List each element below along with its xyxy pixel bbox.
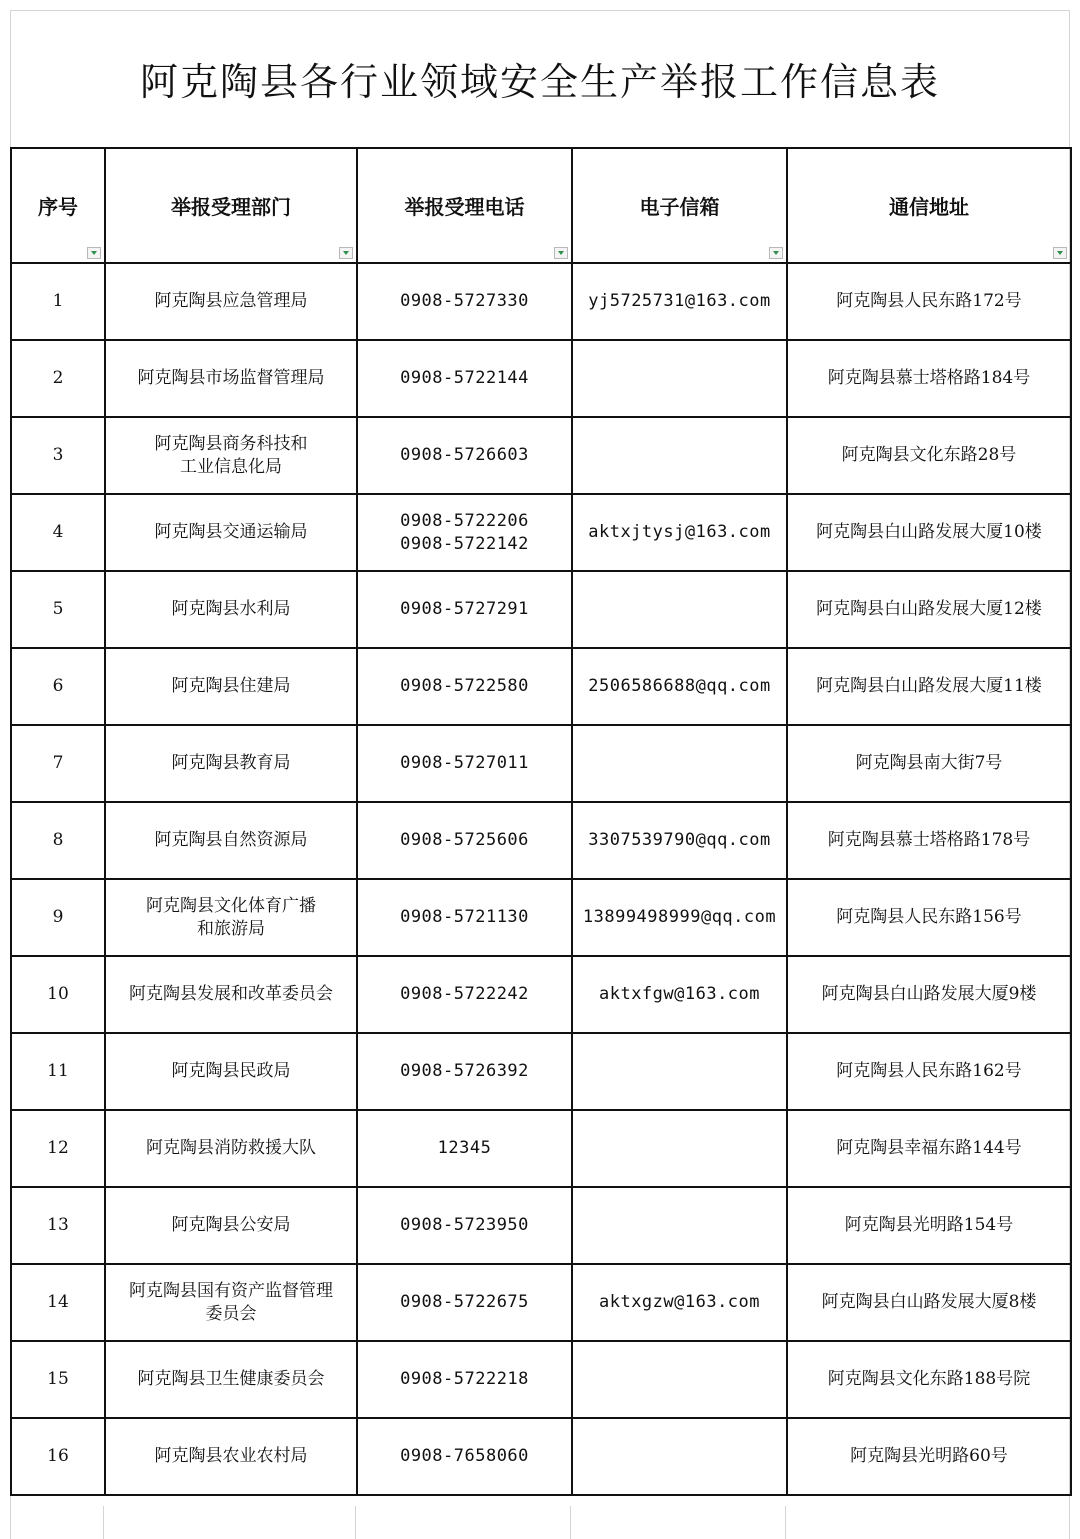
cell-email (572, 1033, 787, 1110)
cell-phone: 0908-5722675 (357, 1264, 572, 1341)
cell-no: 11 (11, 1033, 105, 1110)
cell-phone: 0908-5722580 (357, 648, 572, 725)
cell-dept: 阿克陶县应急管理局 (105, 263, 357, 340)
cell-address: 阿克陶县人民东路162号 (787, 1033, 1071, 1110)
cell-dept: 阿克陶县商务科技和 工业信息化局 (105, 417, 357, 494)
cell-no: 14 (11, 1264, 105, 1341)
header-label: 举报受理电话 (404, 195, 525, 219)
cell-email (572, 1187, 787, 1264)
cell-address: 阿克陶县光明路154号 (787, 1187, 1071, 1264)
cell-no: 6 (11, 648, 105, 725)
cell-no: 2 (11, 340, 105, 417)
table-row (11, 725, 1071, 802)
header-cell-no (11, 148, 105, 263)
header-cell-email (572, 148, 787, 263)
empty-cell (104, 1506, 356, 1539)
cell-phone: 0908-5725606 (357, 802, 572, 879)
header-cell-dept (105, 148, 357, 263)
cell-no: 15 (11, 1341, 105, 1418)
cell-address: 阿克陶县白山路发展大厦8楼 (787, 1264, 1071, 1341)
cell-dept: 阿克陶县交通运输局 (105, 494, 357, 571)
cell-phone: 0908-5727011 (357, 725, 572, 802)
header-label: 序号 (38, 195, 78, 219)
table-row (11, 956, 1071, 1033)
cell-phone: 0908-5721130 (357, 879, 572, 956)
cell-email (572, 725, 787, 802)
header-label: 电子信箱 (639, 195, 720, 219)
cell-address: 阿克陶县白山路发展大厦12楼 (787, 571, 1071, 648)
cell-email: 13899498999@qq.com (572, 879, 787, 956)
cell-no: 4 (11, 494, 105, 571)
cell-dept: 阿克陶县自然资源局 (105, 802, 357, 879)
cell-phone: 0908-5727330 (357, 263, 572, 340)
cell-no: 3 (11, 417, 105, 494)
filter-dropdown-icon[interactable] (1053, 247, 1067, 259)
cell-phone: 0908-5726392 (357, 1033, 572, 1110)
cell-phone: 0908-5727291 (357, 571, 572, 648)
empty-cell (571, 1506, 786, 1539)
cell-dept: 阿克陶县公安局 (105, 1187, 357, 1264)
cell-phone: 0908-5723950 (357, 1187, 572, 1264)
table-row (11, 263, 1071, 340)
cell-address: 阿克陶县幸福东路144号 (787, 1110, 1071, 1187)
info-table (10, 147, 1072, 1496)
cell-dept: 阿克陶县市场监督管理局 (105, 340, 357, 417)
cell-phone: 0908-5722206 0908-5722142 (357, 494, 572, 571)
cell-address: 阿克陶县南大街7号 (787, 725, 1071, 802)
table-row (11, 1341, 1071, 1418)
table-row (11, 1110, 1071, 1187)
cell-address: 阿克陶县文化东路28号 (787, 417, 1071, 494)
cell-email (572, 1418, 787, 1495)
header-label: 通信地址 (889, 195, 969, 219)
cell-phone: 0908-5722242 (357, 956, 572, 1033)
cell-address: 阿克陶县慕士塔格路178号 (787, 802, 1071, 879)
cell-email (572, 1341, 787, 1418)
cell-address: 阿克陶县白山路发展大厦11楼 (787, 648, 1071, 725)
cell-phone: 0908-5722218 (357, 1341, 572, 1418)
cell-dept: 阿克陶县发展和改革委员会 (105, 956, 357, 1033)
empty-cell (10, 1506, 104, 1539)
cell-dept: 阿克陶县消防救援大队 (105, 1110, 357, 1187)
cell-email: yj5725731@163.com (572, 263, 787, 340)
cell-no: 12 (11, 1110, 105, 1187)
cell-email (572, 1110, 787, 1187)
table-row (11, 879, 1071, 956)
table-row (11, 494, 1071, 571)
cell-address: 阿克陶县光明路60号 (787, 1418, 1071, 1495)
cell-dept: 阿克陶县教育局 (105, 725, 357, 802)
filter-dropdown-icon[interactable] (339, 247, 353, 259)
cell-address: 阿克陶县慕士塔格路184号 (787, 340, 1071, 417)
table-row (11, 1264, 1071, 1341)
header-cell-phone (357, 148, 572, 263)
table-row (11, 340, 1071, 417)
cell-dept: 阿克陶县农业农村局 (105, 1418, 357, 1495)
table-row (11, 417, 1071, 494)
cell-no: 8 (11, 802, 105, 879)
cell-email: aktxjtysj@163.com (572, 494, 787, 571)
cell-email (572, 340, 787, 417)
cell-email (572, 571, 787, 648)
header-cell-address (787, 148, 1071, 263)
cell-email: aktxfgw@163.com (572, 956, 787, 1033)
cell-no: 16 (11, 1418, 105, 1495)
cell-no: 7 (11, 725, 105, 802)
cell-email: 2506586688@qq.com (572, 648, 787, 725)
cell-phone: 0908-5726603 (357, 417, 572, 494)
cell-no: 13 (11, 1187, 105, 1264)
empty-cell (356, 1506, 571, 1539)
table-row (11, 1418, 1071, 1495)
empty-sheet-row (10, 1506, 1070, 1539)
empty-cell (786, 1506, 1070, 1539)
table-row (11, 571, 1071, 648)
cell-no: 1 (11, 263, 105, 340)
table-row (11, 1187, 1071, 1264)
table-row (11, 1033, 1071, 1110)
cell-address: 阿克陶县人民东路156号 (787, 879, 1071, 956)
cell-dept: 阿克陶县水利局 (105, 571, 357, 648)
filter-dropdown-icon[interactable] (769, 247, 783, 259)
cell-no: 5 (11, 571, 105, 648)
header-label: 举报受理部门 (171, 195, 291, 219)
cell-address: 阿克陶县文化东路188号院 (787, 1341, 1071, 1418)
header-row (11, 148, 1071, 263)
cell-dept: 阿克陶县国有资产监督管理 委员会 (105, 1264, 357, 1341)
cell-dept: 阿克陶县民政局 (105, 1033, 357, 1110)
cell-dept: 阿克陶县文化体育广播 和旅游局 (105, 879, 357, 956)
cell-no: 9 (11, 879, 105, 956)
cell-no: 10 (11, 956, 105, 1033)
filter-dropdown-icon[interactable] (87, 247, 101, 259)
cell-phone: 0908-5722144 (357, 340, 572, 417)
cell-phone: 0908-7658060 (357, 1418, 572, 1495)
cell-address: 阿克陶县人民东路172号 (787, 263, 1071, 340)
filter-dropdown-icon[interactable] (554, 247, 568, 259)
cell-dept: 阿克陶县卫生健康委员会 (105, 1341, 357, 1418)
cell-address: 阿克陶县白山路发展大厦10楼 (787, 494, 1071, 571)
cell-phone: 12345 (357, 1110, 572, 1187)
cell-email: 3307539790@qq.com (572, 802, 787, 879)
cell-dept: 阿克陶县住建局 (105, 648, 357, 725)
cell-address: 阿克陶县白山路发展大厦9楼 (787, 956, 1071, 1033)
page-title: 阿克陶县各行业领域安全生产举报工作信息表 (139, 60, 940, 104)
table-row (11, 648, 1071, 725)
cell-email: aktxgzw@163.com (572, 1264, 787, 1341)
table-row (11, 802, 1071, 879)
cell-email (572, 417, 787, 494)
